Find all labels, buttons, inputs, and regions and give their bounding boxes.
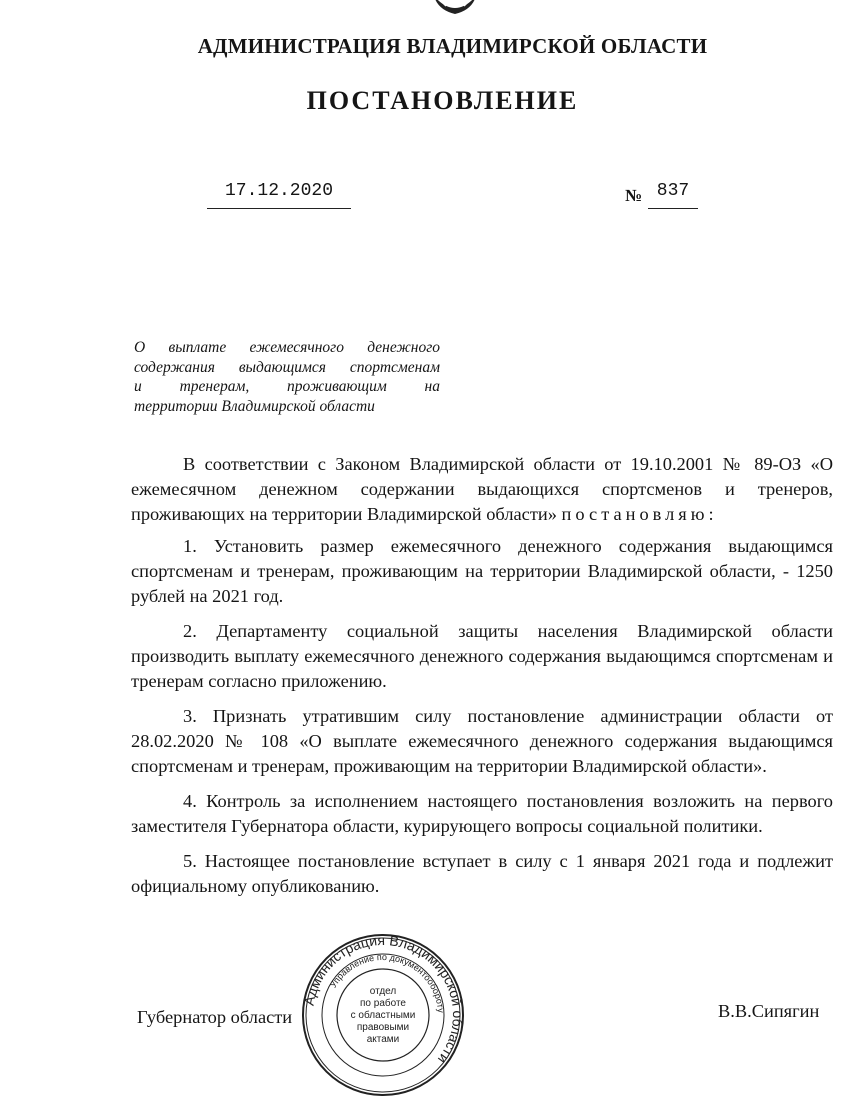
stamp-center-line: по работе xyxy=(360,998,406,1009)
document-number: 837 xyxy=(648,181,698,209)
subject-line: и тренерам, проживающим на xyxy=(134,378,440,395)
subject-line: содержания выдающимся спортсменам xyxy=(134,358,440,376)
document-type-title: ПОСТАНОВЛЕНИЕ xyxy=(306,86,579,115)
signatory-role: Губернатор области xyxy=(137,1007,293,1027)
item-paragraph: 2. Департаменту социальной защиты населения Владимирской области производить выплату ежемесячного денежного содержания выдающимся спортсменам и тренерам согласно приложению. xyxy=(131,621,833,691)
signatory-name: В.В.Сипягин xyxy=(718,1001,820,1021)
document-date: 17.12.2020 xyxy=(207,181,351,209)
decree-word: постановляю: xyxy=(561,504,718,524)
stamp-center-line: актами xyxy=(366,1034,400,1045)
item-paragraph: 3. Признать утратившим силу постановление администрации области от 28.02.2020 № 108 «О выплате ежемесячного денежного содержания выдающимся спортсменам и тренерам, проживающим на территории Владимирской области». xyxy=(131,706,833,776)
stamp-inner-text: Управление по документообороту xyxy=(327,951,446,1014)
official-stamp xyxy=(300,932,466,1098)
stamp-center-line: с областными xyxy=(350,1010,416,1021)
item-paragraph: 1. Установить размер ежемесячного денежного содержания выдающимся спортсменам и тренерам, проживающим на территории Владимирской области, - 1250 рублей на 2021 год. xyxy=(131,536,833,606)
item-paragraph: 4. Контроль за исполнением настоящего постановления возложить на первого заместителя Губернатора области, курирующего вопросы социальной политики. xyxy=(131,791,833,836)
number-label: № xyxy=(625,186,643,205)
stamp-center-line: правовыми xyxy=(356,1022,410,1033)
document-subject xyxy=(134,338,440,416)
subject-line: О выплате ежемесячного денежного xyxy=(134,339,440,356)
preamble-text: В соответствии с Законом Владимирской области от 19.10.2001 № 89-ОЗ «О ежемесячном денежном содержании выдающихся спортсменов и тренеров, проживающих на территории Владимирской области» xyxy=(131,454,833,524)
coat-of-arms-emblem xyxy=(420,0,490,20)
stamp-outer-text: Администрация Владимирской области xyxy=(300,932,466,1068)
preamble-paragraph xyxy=(131,452,833,527)
item-paragraph: 5. Настоящее постановление вступает в силу с 1 января 2021 года и подлежит официальному опубликованию. xyxy=(131,851,833,896)
stamp-center-line: отдел xyxy=(369,986,397,997)
subject-line: территории Владимирской области xyxy=(134,397,375,415)
organization-name: АДМИНИСТРАЦИЯ ВЛАДИМИРСКОЙ ОБЛАСТИ xyxy=(197,34,708,58)
document-body xyxy=(131,452,833,909)
